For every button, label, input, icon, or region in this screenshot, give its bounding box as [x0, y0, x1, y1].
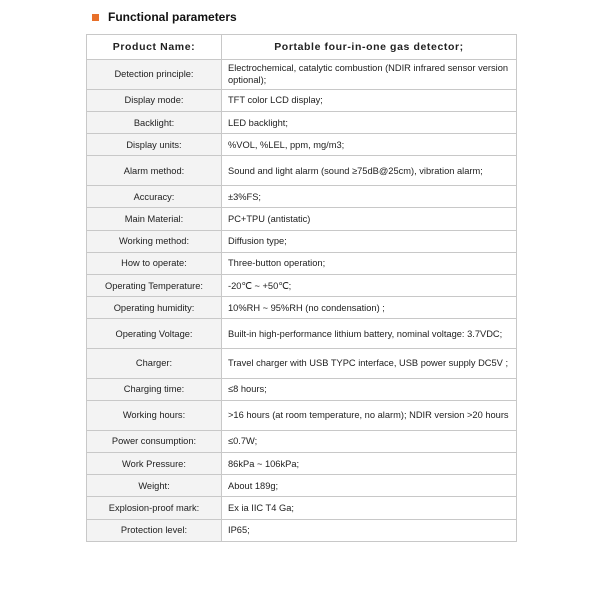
row-value: Electrochemical, catalytic combustion (NDIR infrared sensor version optional);: [222, 60, 517, 90]
row-label: Work Pressure:: [87, 453, 222, 475]
row-value: Ex ia IIC T4 Ga;: [222, 497, 517, 519]
table-row: [87, 430, 517, 452]
row-value: -20℃ ~ +50℃;: [222, 274, 517, 296]
row-value: IP65;: [222, 519, 517, 541]
row-value: >16 hours (at room temperature, no alarm); NDIR version >20 hours: [222, 401, 517, 431]
row-value: ≤8 hours;: [222, 378, 517, 400]
row-label: Alarm method:: [87, 156, 222, 186]
row-label: Display mode:: [87, 89, 222, 111]
square-bullet-icon: [92, 14, 99, 21]
table-row: [87, 497, 517, 519]
row-label: Explosion-proof mark:: [87, 497, 222, 519]
table-row: [87, 111, 517, 133]
row-label: Operating Voltage:: [87, 319, 222, 349]
section-title: Functional parameters: [108, 10, 237, 24]
row-label: Charger:: [87, 349, 222, 379]
row-label: Power consumption:: [87, 430, 222, 452]
parameters-table: [86, 34, 517, 542]
header-value-cell: Portable four-in-one gas detector;: [222, 35, 517, 60]
row-value: PC+TPU (antistatic): [222, 208, 517, 230]
table-row: [87, 134, 517, 156]
row-value: TFT color LCD display;: [222, 89, 517, 111]
row-value: About 189g;: [222, 475, 517, 497]
row-value: LED backlight;: [222, 111, 517, 133]
row-label: Main Material:: [87, 208, 222, 230]
row-value: Travel charger with USB TYPC interface, USB power supply DC5V ;: [222, 349, 517, 379]
row-label: Charging time:: [87, 378, 222, 400]
table-row: [87, 297, 517, 319]
row-label: Working method:: [87, 230, 222, 252]
table-row: [87, 230, 517, 252]
table-header-row: [87, 35, 517, 60]
row-value: Three-button operation;: [222, 252, 517, 274]
table-row: [87, 274, 517, 296]
table-row: [87, 453, 517, 475]
row-value: 10%RH ~ 95%RH (no condensation) ;: [222, 297, 517, 319]
table-row: [87, 475, 517, 497]
table-row: [87, 349, 517, 379]
row-label: Detection principle:: [87, 60, 222, 90]
table-row: [87, 60, 517, 90]
row-label: Working hours:: [87, 401, 222, 431]
row-label: Weight:: [87, 475, 222, 497]
row-label: Operating Temperature:: [87, 274, 222, 296]
row-label: Accuracy:: [87, 186, 222, 208]
table-row: [87, 156, 517, 186]
row-label: Backlight:: [87, 111, 222, 133]
row-label: Display units:: [87, 134, 222, 156]
table-row: [87, 378, 517, 400]
row-value: 86kPa ~ 106kPa;: [222, 453, 517, 475]
row-value: Sound and light alarm (sound ≥75dB@25cm), vibration alarm;: [222, 156, 517, 186]
header-label-cell: Product Name:: [87, 35, 222, 60]
section-heading: [92, 8, 237, 26]
row-value: Diffusion type;: [222, 230, 517, 252]
table-row: [87, 252, 517, 274]
row-value: %VOL, %LEL, ppm, mg/m3;: [222, 134, 517, 156]
row-value: ≤0.7W;: [222, 430, 517, 452]
row-label: Operating humidity:: [87, 297, 222, 319]
table-row: [87, 208, 517, 230]
row-value: Built-in high-performance lithium battery, nominal voltage: 3.7VDC;: [222, 319, 517, 349]
row-label: Protection level:: [87, 519, 222, 541]
table-row: [87, 319, 517, 349]
row-label: How to operate:: [87, 252, 222, 274]
table-row: [87, 186, 517, 208]
row-value: ±3%FS;: [222, 186, 517, 208]
table-row: [87, 401, 517, 431]
table-row: [87, 89, 517, 111]
table-row: [87, 519, 517, 541]
